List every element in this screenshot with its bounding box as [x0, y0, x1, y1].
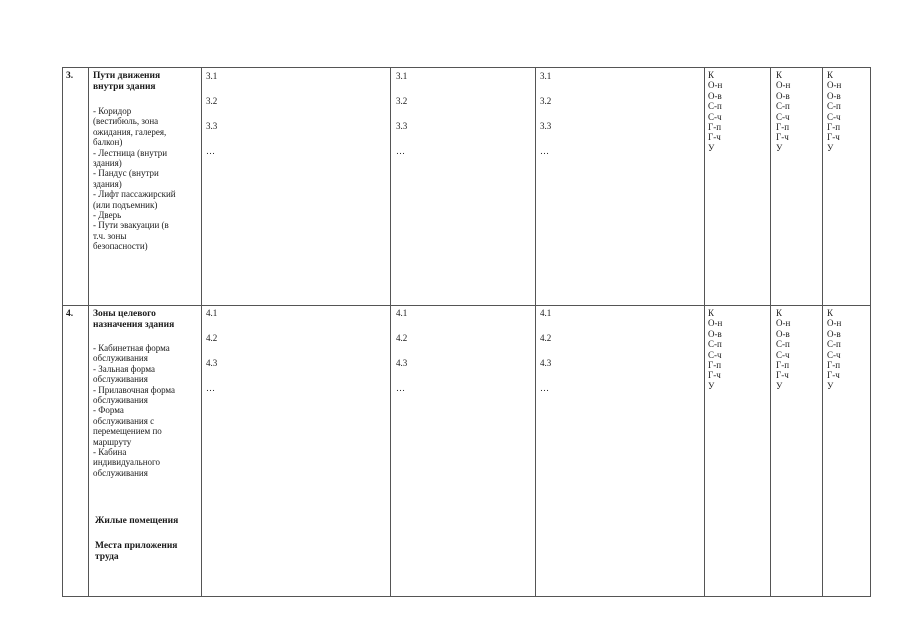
column-divider — [201, 67, 202, 597]
list-item: обслуживания — [93, 374, 148, 385]
list-item: обслуживания — [93, 353, 148, 364]
column-divider — [770, 67, 771, 597]
sub-number-column: 4.1 4.2 4.3 … — [396, 308, 408, 393]
subheading: Места приложения труда — [95, 541, 178, 562]
sub-number-column: 3.1 3.2 3.3 … — [206, 71, 218, 156]
list-item: маршруту — [93, 436, 132, 447]
list-item: - Зальная форма — [93, 363, 155, 374]
list-item: индивидуального — [93, 457, 161, 468]
column-divider — [535, 67, 536, 597]
sub-number-column: 4.1 4.2 4.3 … — [540, 308, 552, 393]
column-divider — [704, 67, 705, 597]
subheading: Жилые помещения — [95, 516, 179, 526]
list-item: (вестибюль, зона — [93, 116, 159, 127]
codes-column: К О-н О-в С-п С-ч Г-п Г-ч У — [776, 70, 791, 153]
list-item: обслуживания — [93, 395, 148, 406]
list-item: обслуживания с — [93, 415, 155, 426]
row-title: Зоны целевого назначения здания — [93, 309, 175, 330]
list-item: перемещением по — [93, 426, 162, 437]
list-item: - Кабина — [93, 447, 127, 458]
list-item: - Кабинетная форма — [93, 343, 170, 353]
list-item: ожидания, галерея, — [93, 126, 167, 137]
list-item: здания) — [93, 158, 122, 169]
column-divider — [822, 67, 823, 597]
codes-column: К О-н О-в С-п С-ч Г-п Г-ч У — [827, 70, 842, 153]
list-item: - Лифт пассажирский — [93, 189, 176, 200]
list-item: - Прилавочная форма — [93, 384, 176, 395]
list-item: - Дверь — [93, 210, 122, 221]
list-item: (или подъемник) — [93, 199, 158, 210]
list-item: - Коридор — [93, 106, 132, 116]
row-number: 3. — [66, 71, 74, 81]
column-divider — [390, 67, 391, 597]
row-title: Пути движения внутри здания — [93, 71, 161, 92]
codes-column: К О-н О-в С-п С-ч Г-п Г-ч У — [708, 308, 723, 391]
row-items-list — [93, 343, 199, 478]
sub-number-column: 4.1 4.2 4.3 … — [206, 308, 218, 393]
list-item: безопасности) — [93, 241, 148, 252]
table-bottom-border — [62, 596, 871, 597]
sub-number-column: 3.1 3.2 3.3 … — [396, 71, 408, 156]
column-divider — [88, 67, 89, 597]
list-item: - Лестница (внутри — [93, 147, 168, 158]
list-item: здания) — [93, 178, 122, 189]
list-item: - Пути эвакуации (в — [93, 220, 169, 231]
list-item: - Пандус (внутри — [93, 168, 159, 179]
list-item: т.ч. зоны — [93, 230, 127, 241]
list-item: балкон) — [93, 137, 123, 148]
sub-number-column: 3.1 3.2 3.3 … — [540, 71, 552, 156]
table-right-border — [870, 67, 871, 597]
codes-column: К О-н О-в С-п С-ч Г-п Г-ч У — [776, 308, 791, 391]
list-item: - Форма — [93, 405, 124, 416]
row-items-list — [93, 106, 199, 252]
codes-column: К О-н О-в С-п С-ч Г-п Г-ч У — [827, 308, 842, 391]
list-item: обслуживания — [93, 467, 148, 478]
table-top-border — [62, 67, 871, 68]
codes-column: К О-н О-в С-п С-ч Г-п Г-ч У — [708, 70, 723, 153]
table-left-border — [62, 67, 63, 597]
row-number: 4. — [66, 309, 74, 319]
row-divider — [62, 305, 871, 306]
